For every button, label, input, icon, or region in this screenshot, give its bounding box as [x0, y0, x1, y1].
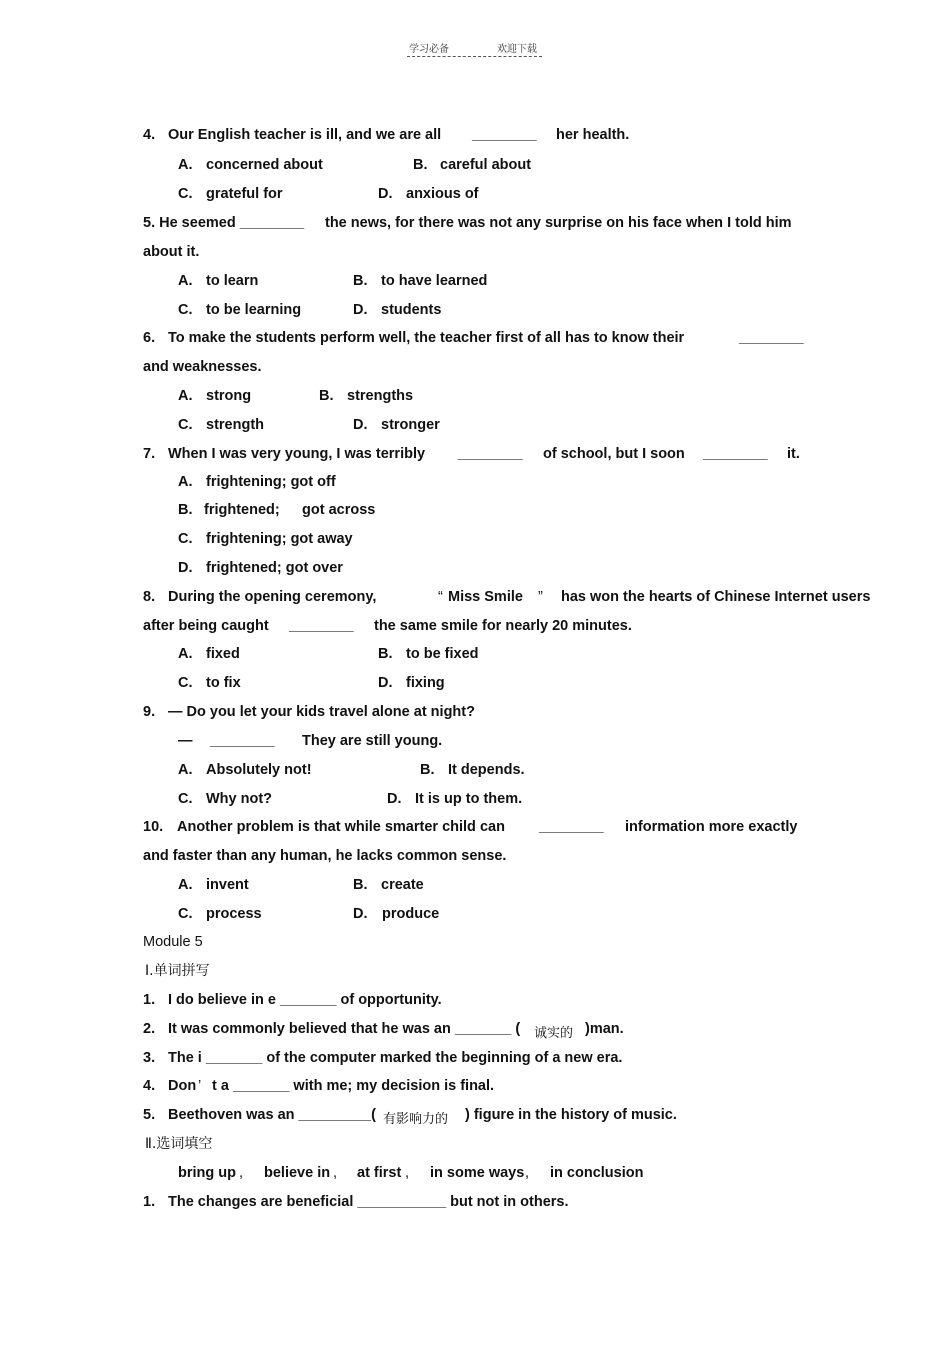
q8-number: 8.	[143, 589, 156, 605]
q8-text-2: Miss Smile	[448, 589, 523, 605]
q10-number: 10.	[143, 819, 164, 835]
header-left-text: 学习必备	[409, 44, 449, 55]
q6-blank: ________	[739, 330, 804, 346]
q9-blank: ________	[210, 733, 275, 749]
q4-text: Our English teacher is ill, and we are all	[168, 127, 442, 143]
s1-item-1-text: I do believe in e _______ of opportunity.	[168, 992, 442, 1008]
section-2-title: Ⅱ.选词填空	[145, 1136, 213, 1152]
s2-item-1-number: 1.	[143, 1194, 156, 1210]
q9-option-b: It depends.	[448, 762, 525, 778]
s1-item-2-text: It was commonly believed that he was an _______ (	[168, 1021, 521, 1037]
q7-text: When I was very young, I was terribly	[168, 446, 426, 462]
q7-text-2: of school, but I soon	[543, 446, 685, 462]
q4-option-d: anxious of	[406, 186, 479, 202]
q4-option-c: grateful for	[206, 186, 283, 202]
q6-option-c: strength	[206, 417, 264, 433]
q10-option-a: invent	[206, 877, 249, 893]
q7-option-b-2: got across	[302, 502, 376, 518]
q8-option-d: fixing	[406, 675, 445, 691]
word-bank-item: in conclusion	[550, 1165, 644, 1181]
q4-option-b: careful about	[440, 157, 532, 173]
word-bank-item: believe in	[264, 1165, 331, 1181]
q8-close-quote: ”	[538, 589, 543, 605]
q8-option-b: to be fixed	[406, 646, 479, 662]
q10-text: Another problem is that while smarter child can	[177, 819, 505, 835]
q6-option-d: stronger	[381, 417, 440, 433]
q9-option-c: Why not?	[206, 791, 273, 807]
q5-text-3: about it.	[143, 244, 200, 260]
q4-number: 4.	[143, 127, 156, 143]
q7-text-3: it.	[787, 446, 800, 462]
s1-item-2-number: 2.	[143, 1021, 156, 1037]
s1-item-4-apostrophe: ’	[198, 1078, 202, 1094]
q6-option-b: strengths	[347, 388, 414, 404]
q9-dash: —	[178, 733, 193, 749]
q8-text-3: has won the hearts of Chinese Internet users	[561, 589, 871, 605]
s1-item-4-text: Don	[168, 1078, 197, 1094]
q10-option-b: create	[381, 877, 424, 893]
q6-number: 6.	[143, 330, 156, 346]
s1-item-3-number: 3.	[143, 1050, 156, 1066]
q7-blank-2: ________	[703, 446, 768, 462]
word-bank-comma: ,	[405, 1165, 410, 1181]
s1-item-1-number: 1.	[143, 992, 156, 1008]
q7-option-c: frightening; got away	[206, 531, 353, 547]
q5-option-a: to learn	[206, 273, 259, 289]
q9-text: — Do you let your kids travel alone at night?	[168, 704, 475, 720]
q10-text-2: information more exactly	[625, 819, 798, 835]
q5-text: 5. He seemed ________	[143, 215, 305, 231]
q8-open-quote: “	[438, 589, 443, 605]
q5-option-d: students	[381, 302, 442, 318]
word-bank-comma: ,	[525, 1165, 530, 1181]
q7-option-d: frightened; got over	[206, 560, 343, 576]
q9-option-d: It is up to them.	[415, 791, 523, 807]
q8-text: During the opening ceremony,	[168, 589, 377, 605]
q9-text-2: They are still young.	[302, 733, 443, 749]
section-1-title: Ⅰ.单词拼写	[145, 963, 210, 979]
q5-text-2: the news, for there was not any surprise on his face when I told him	[325, 215, 792, 231]
s1-item-5-text: Beethoven was an _________(	[168, 1107, 376, 1123]
q9-number: 9.	[143, 704, 156, 720]
s1-item-4-text-2: t a _______ with me; my decision is final.	[212, 1078, 495, 1094]
page-header	[407, 38, 542, 57]
q8-blank: ________	[289, 618, 354, 634]
s1-item-5-text-2: ) figure in the history of music.	[465, 1107, 677, 1123]
q8-text-4: after being caught	[143, 618, 269, 634]
word-bank-item: at first	[357, 1165, 402, 1181]
q9-option-a: Absolutely not!	[206, 762, 312, 778]
q7-number: 7.	[143, 446, 156, 462]
q7-option-a: frightening; got off	[206, 474, 336, 490]
q7-option-b-1: frightened;	[204, 502, 280, 518]
q10-blank: ________	[539, 819, 604, 835]
q8-option-a: fixed	[206, 646, 240, 662]
s1-item-3-text: The i _______ of the computer marked the beginning of a new era.	[168, 1050, 623, 1066]
q4-blank: ________	[472, 127, 537, 143]
q10-text-3: and faster than any human, he lacks common sense.	[143, 848, 507, 864]
s1-item-5-number: 5.	[143, 1107, 156, 1123]
q10-option-c: process	[206, 906, 262, 922]
q6-text: To make the students perform well, the teacher first of all has to know their	[168, 330, 685, 346]
q5-option-b: to have learned	[381, 273, 488, 289]
q7-blank-1: ________	[458, 446, 523, 462]
q8-text-5: the same smile for nearly 20 minutes.	[374, 618, 632, 634]
q5-option-c: to be learning	[206, 302, 302, 318]
q6-option-a: strong	[206, 388, 252, 404]
word-bank-item: in some ways	[430, 1165, 525, 1181]
q6-text-2: and weaknesses.	[143, 359, 262, 375]
word-bank-item: bring up	[178, 1165, 236, 1181]
s1-item-2-text-2: )man.	[585, 1021, 624, 1037]
header-right-text: 欢迎下载	[497, 44, 537, 55]
s2-item-1-text: The changes are beneficial ___________ but not in others.	[168, 1194, 569, 1210]
q4-text-2: her health.	[556, 127, 630, 143]
q10-option-d: produce	[382, 906, 440, 922]
module-title: Module 5	[143, 934, 203, 950]
word-bank-comma: ,	[239, 1165, 244, 1181]
s1-item-5-hint: 有影响力的	[383, 1112, 449, 1127]
s1-item-4-number: 4.	[143, 1078, 156, 1094]
q4-option-a: concerned about	[206, 157, 323, 173]
word-bank-comma: ,	[333, 1165, 338, 1181]
q8-option-c: to fix	[206, 675, 241, 691]
s1-item-2-hint: 诚实的	[534, 1026, 574, 1041]
